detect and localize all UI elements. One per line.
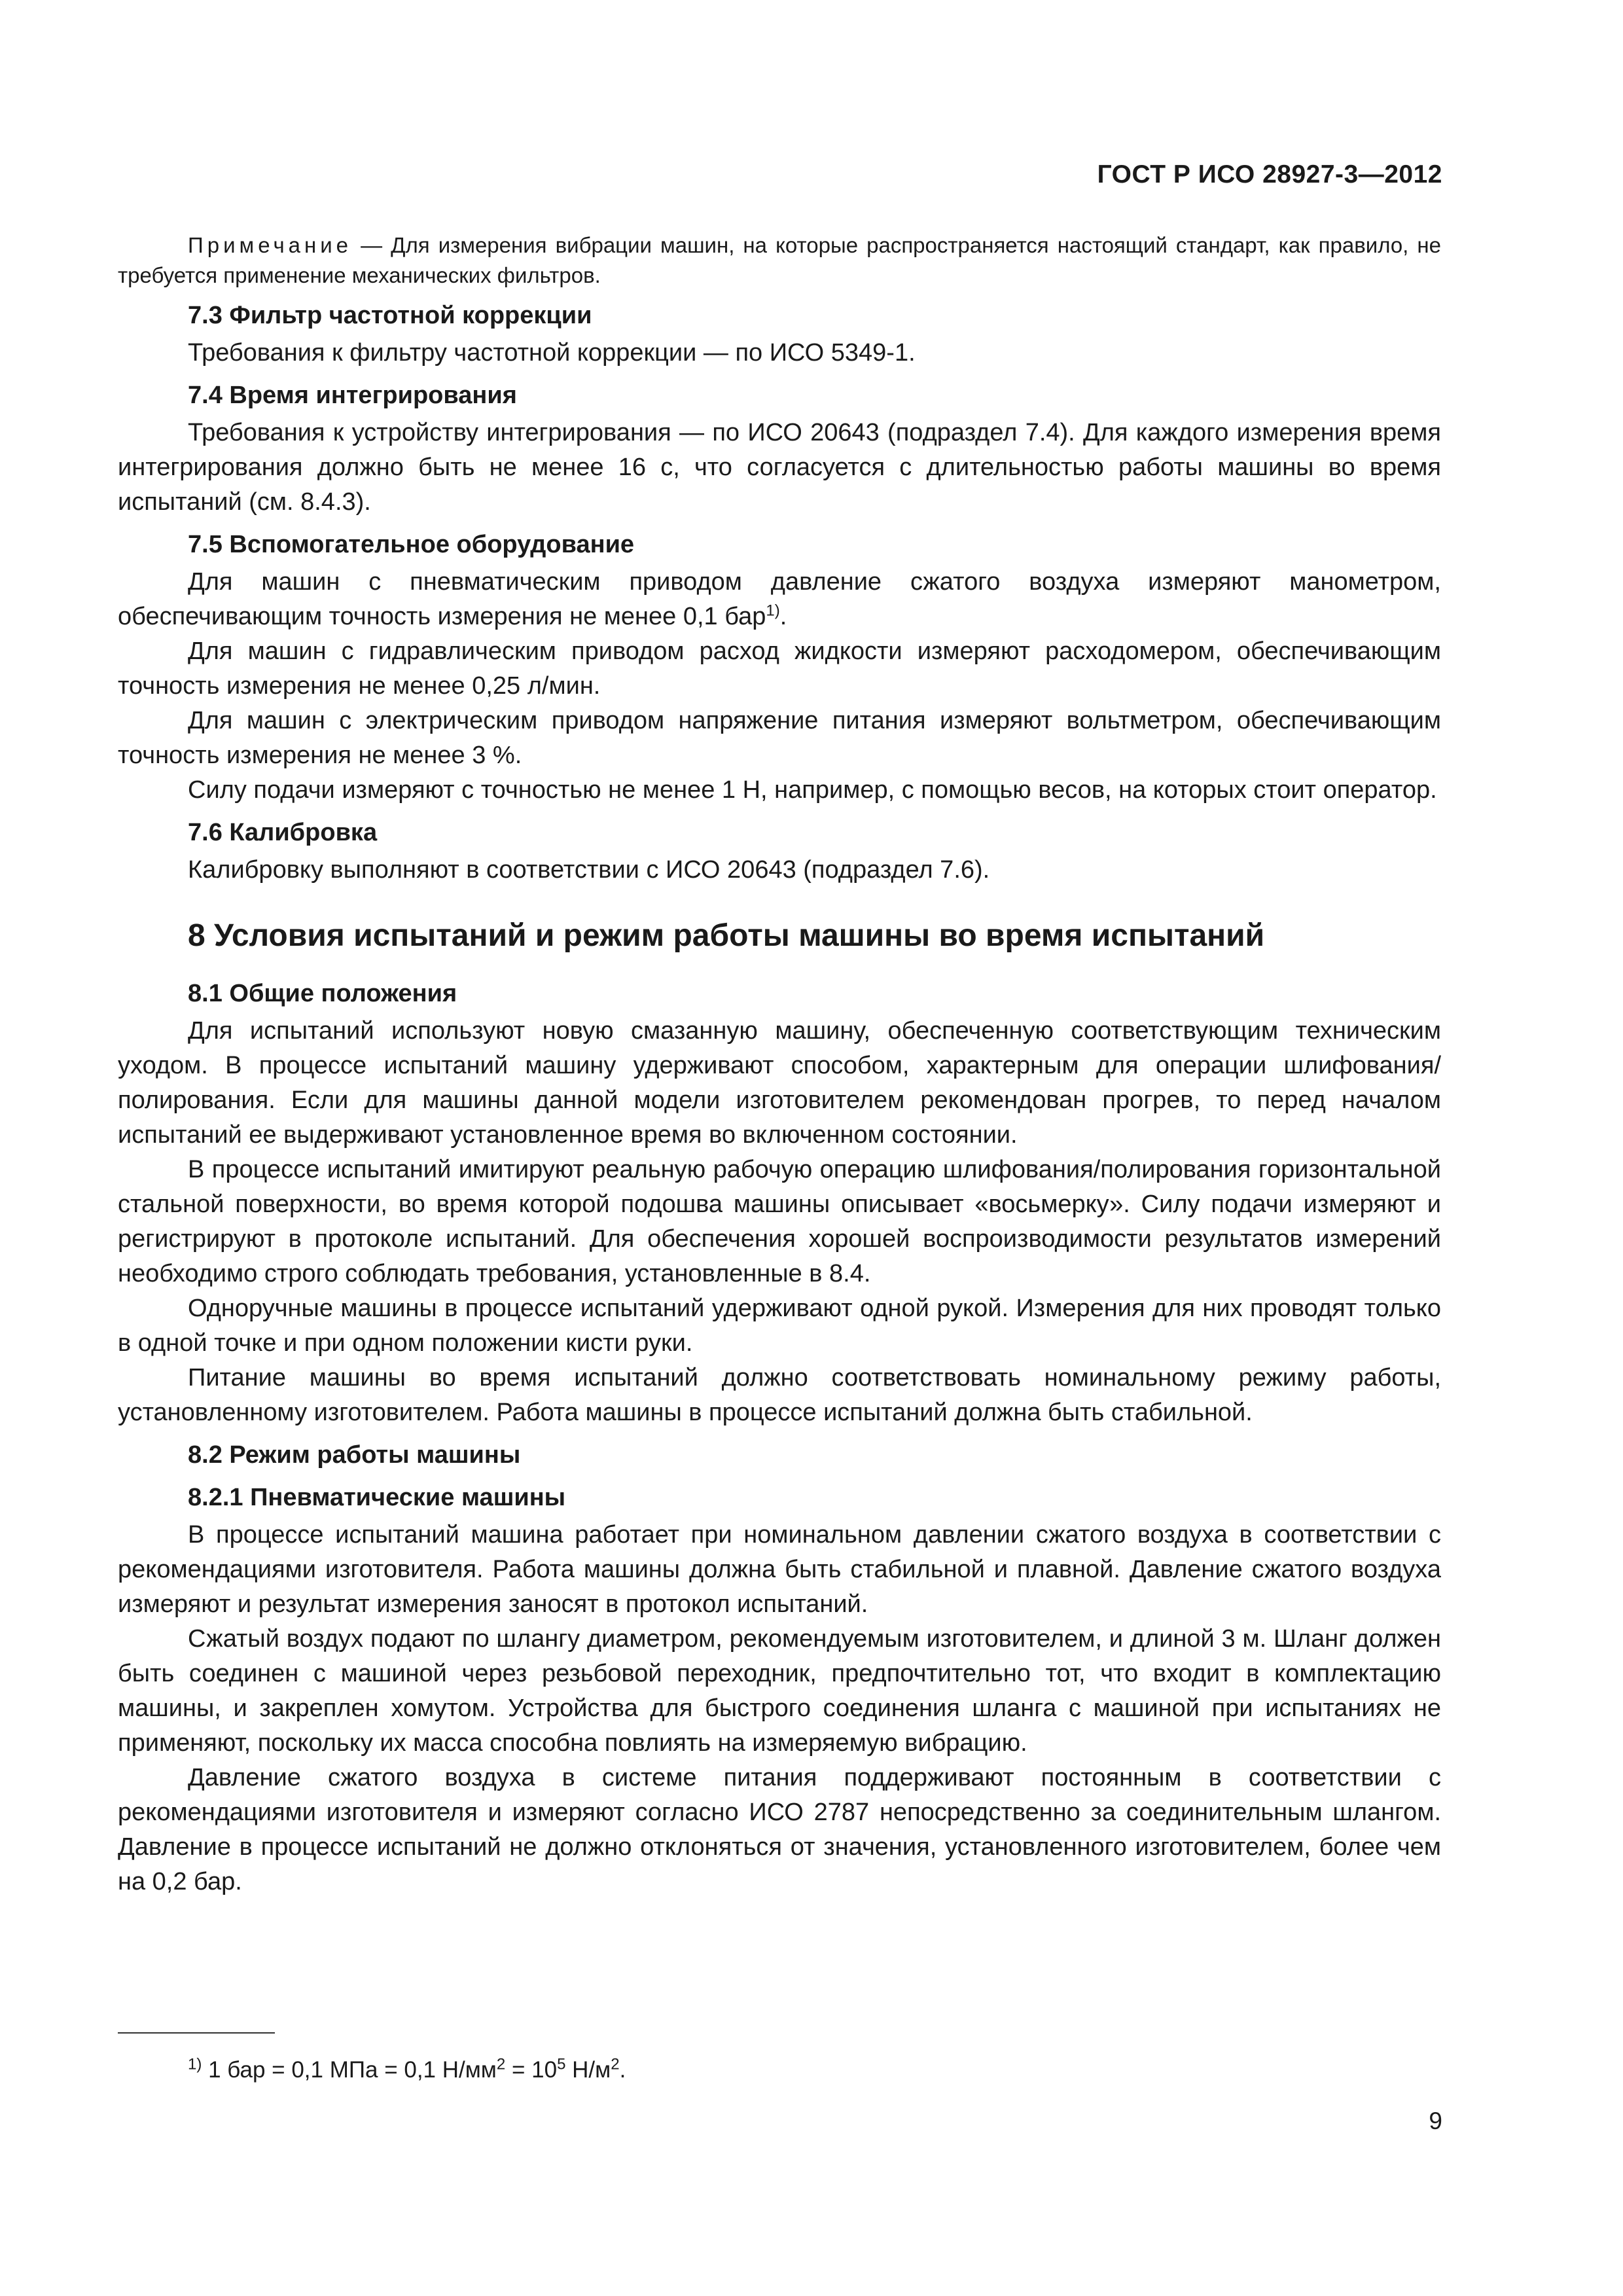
section-8-2-1-paragraph-3: Давление сжатого воздуха в системе питания поддерживают постоянным в соответствии с рекомендациями изготовителя и измеряют согласно ИСО 2787 непосредственно за соединительным шлангом. Давление в процессе испытаний не должно отклоняться от значения, установленного изготовителем, более чем на 0,2 бар. (118, 1764, 1441, 1895)
footnote-exponent: 5 (557, 2055, 566, 2073)
section-8-1-paragraph-2: В процессе испытаний имитируют реальную рабочую операцию шлифования/полирования горизонтальной стальной поверхности, во время которой подошва машины описывает «восьмерку». Силу подачи измеряют и регистрируют в протоколе испытаний. Для обеспечения хорошей воспроизводимости результатов измерений необходимо строго соблюдать требования, установленные в 8.4. (118, 1156, 1441, 1287)
section-8-1-heading: 8.1 Общие положения (188, 980, 457, 1007)
page-content (118, 230, 1441, 1899)
footnote-exponent: 2 (611, 2055, 620, 2073)
page-number: 9 (1429, 2108, 1442, 2134)
paragraph-text: Для машин с пневматическим приводом давление сжатого воздуха измеряют манометром, обеспечивающим точность измерения не менее 0,1 бар (118, 568, 1441, 630)
section-8-1-paragraph-3: Одноручные машины в процессе испытаний удерживают одной рукой. Измерения для них проводят только в одной точке и при одном положении кисти руки. (118, 1295, 1441, 1357)
section-7-5-paragraph-1 (118, 565, 1441, 634)
section-7-3-heading: 7.3 Фильтр частотной коррекции (188, 302, 592, 329)
section-7-4-heading: 7.4 Время интегрирования (188, 382, 517, 409)
section-8-heading: 8 Условия испытаний и режим работы машины во время испытаний (188, 918, 1265, 953)
section-7-6-paragraph: Калибровку выполняют в соответствии с ИСО 20643 (подраздел 7.6). (188, 856, 990, 884)
section-7-5-paragraph-2: Для машин с гидравлическим приводом расход жидкости измеряют расходомером, обеспечивающим точность измерения не менее 0,25 л/мин. (118, 637, 1441, 700)
section-7-5-heading: 7.5 Вспомогательное оборудование (188, 531, 635, 558)
footnote-separator (118, 2032, 275, 2034)
section-7-4-paragraph: Требования к устройству интегрирования — по ИСО 20643 (подраздел 7.4). Для каждого измерения время интегрирования должно быть не менее 16 с, что согласуется с длительностью работы машины во время испытаний (см. 8.4.3). (118, 419, 1441, 516)
footnote-text: . (619, 2057, 626, 2083)
footnote-reference: 1) (766, 601, 780, 620)
footnote (188, 2055, 626, 2085)
paragraph-end: . (779, 603, 787, 630)
note-label: Примечание (188, 233, 353, 257)
section-7-6-heading: 7.6 Калибровка (188, 819, 378, 846)
section-7-5-paragraph-3: Для машин с электрическим приводом напряжение питания измеряют вольтметром, обеспечивающим точность измерения не менее 3 %. (118, 707, 1441, 769)
section-8-1-paragraph-1: Для испытаний используют новую смазанную машину, обеспеченную соответствующим техническим уходом. В процессе испытаний машину удерживают способом, характерным для операции шлифования/полирования. Если для машины данной модели изготовителем рекомендован прогрев, то перед началом испытаний ее выдерживают установленное время во включенном состоянии. (118, 1017, 1441, 1149)
section-8-2-heading: 8.2 Режим работы машины (188, 1441, 521, 1469)
note-paragraph (118, 230, 1441, 291)
footnote-marker: 1) (188, 2055, 202, 2073)
footnote-text: = 10 (505, 2057, 558, 2083)
section-7-5-paragraph-4: Силу подачи измеряют с точностью не менее 1 Н, например, с помощью весов, на которых стоит оператор. (188, 776, 1437, 804)
section-8-2-1-heading: 8.2.1 Пневматические машины (188, 1484, 566, 1511)
note-text: — Для измерения вибрации машин, на которые распространяется настоящий стандарт, как правило, не требуется применение механических фильтров. (118, 233, 1441, 287)
section-8-1-paragraph-4: Питание машины во время испытаний должно соответствовать номинальному режиму работы, установленному изготовителем. Работа машины в процессе испытаний должна быть стабильной. (118, 1364, 1441, 1426)
footnote-text: Н/м (565, 2057, 611, 2083)
standard-code: ГОСТ Р ИСО 28927-3—2012 (1097, 160, 1442, 188)
section-8-2-1-paragraph-1: В процессе испытаний машина работает при номинальном давлении сжатого воздуха в соответствии с рекомендациями изготовителя. Работа машины должна быть стабильной и плавной. Давление сжатого воздуха измеряют и результат измерения заносят в протокол испытаний. (118, 1521, 1441, 1618)
footnote-text: 1 бар = 0,1 МПа = 0,1 Н/мм (202, 2057, 497, 2083)
section-8-2-1-paragraph-2: Сжатый воздух подают по шлангу диаметром, рекомендуемым изготовителем, и длиной 3 м. Шланг должен быть соединен с машиной через резьбовой переходник, предпочтительно тот, что входит в комплектацию машины, и закреплен хомутом. Устройства для быстрого соединения шланга с машиной при испытаниях не применяют, поскольку их масса способна повлиять на измеряемую вибрацию. (118, 1625, 1441, 1757)
footnote-exponent: 2 (496, 2055, 506, 2073)
section-7-3-paragraph: Требования к фильтру частотной коррекции — по ИСО 5349-1. (188, 339, 916, 367)
